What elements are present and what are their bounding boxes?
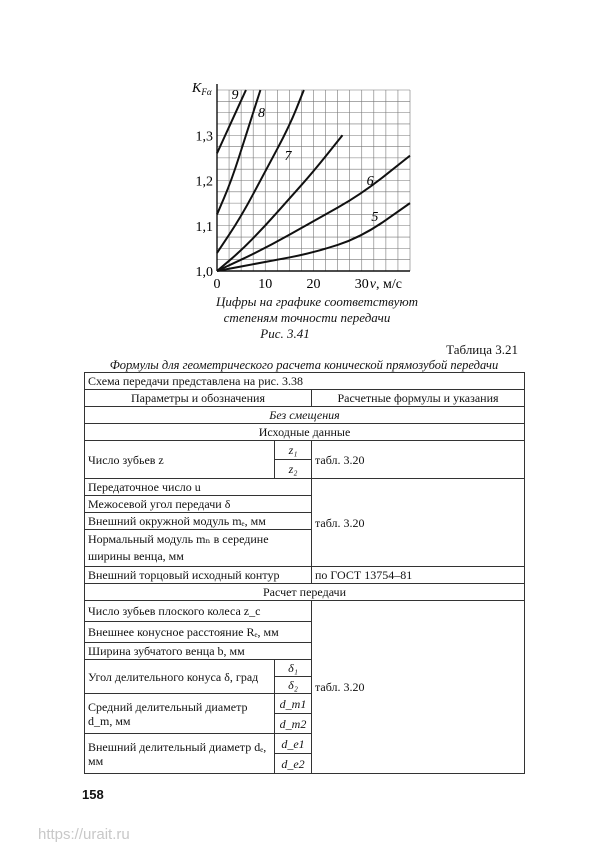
param-face-width: Ширина зубчатого венца b, мм [85, 643, 312, 660]
header-params: Параметры и обозначения [85, 390, 312, 407]
table-number: Таблица 3.21 [446, 342, 518, 357]
param-flat-teeth: Число зубьев плоского колеса z_c [85, 601, 312, 622]
y-tick-label: 1,3 [195, 129, 213, 145]
page-number: 158 [82, 787, 104, 802]
series-line-9 [217, 90, 260, 214]
param-contour: Внешний торцовый исходный контур [85, 567, 312, 584]
series-label-9: 9 [231, 88, 239, 104]
section-input: Исходные данные [85, 424, 525, 441]
series-label-7: 7 [284, 149, 292, 165]
sym-dm2: d_m2 [275, 714, 312, 734]
param-cone-distance: Внешнее конусное расстояние Rₑ, мм [85, 622, 312, 643]
param-mean-diam: Средний делительный диаметр d_m, мм [85, 694, 275, 734]
param-gear-ratio: Передаточное число u [85, 479, 312, 496]
x-tick-label: 10 [258, 277, 273, 292]
ref-calc: табл. 3.20 [312, 601, 525, 774]
scheme-row: Схема передачи представлена на рис. 3.38 [85, 373, 525, 390]
param-normal-module: Нормальный модуль mₙ в середине ширины венца, мм [85, 530, 312, 567]
x-tick-label: 20 [306, 277, 321, 292]
ref-teeth: табл. 3.20 [312, 441, 525, 479]
section-no-shift: Без смещения [85, 407, 525, 424]
formulas-table [84, 372, 525, 774]
sym-delta2: δ₂ [275, 677, 312, 694]
figure-caption-line1: Цифры на графике соответствуют [215, 294, 419, 309]
param-outer-module: Внешний окружной модуль mₑ, мм [85, 513, 312, 530]
sym-dm1: d_m1 [275, 694, 312, 714]
figure-caption-line2: степеням точности передачи [223, 310, 391, 325]
y-tick-label: 1,1 [195, 219, 213, 235]
y-axis-label: $K_{F\alpha}$ [192, 81, 212, 97]
ref-module: табл. 3.20 [312, 479, 525, 567]
figure-label: Рис. 3.41 [260, 326, 310, 341]
sym-z1: z₁ [275, 441, 312, 460]
param-pitch-angle: Угол делительного конуса δ, град [85, 660, 275, 694]
sym-de1: d_e1 [275, 734, 312, 754]
sym-delta1: δ₁ [275, 660, 312, 677]
series-label-6: 6 [366, 174, 374, 190]
table-title: Формулы для геометрического расчета конической прямозубой передачи [109, 358, 499, 372]
y-tick-label: 1,2 [195, 174, 213, 190]
x-tick-label: 30 [354, 277, 369, 292]
ref-gost: по ГОСТ 13754–81 [312, 567, 525, 584]
kfa-chart [180, 78, 420, 318]
sym-de2: d_e2 [275, 754, 312, 774]
x-tick-label: 0 [213, 277, 221, 292]
section-calc: Расчет передачи [85, 584, 525, 601]
watermark: https://urait.ru [38, 826, 130, 843]
param-outer-diam: Внешний делительный диаметр dₑ, мм [85, 734, 275, 774]
sym-z2: z₂ [275, 460, 312, 479]
header-formulas: Расчетные формулы и указания [312, 390, 525, 407]
series-label-8: 8 [258, 106, 266, 122]
y-tick-label: 1,0 [195, 265, 213, 280]
param-shaft-angle: Межосевой угол передачи δ [85, 496, 312, 513]
series-label-5: 5 [371, 210, 379, 226]
x-axis-label: v, м/с [369, 277, 402, 292]
chart-grid [217, 90, 410, 271]
param-teeth: Число зубьев z [85, 441, 275, 479]
